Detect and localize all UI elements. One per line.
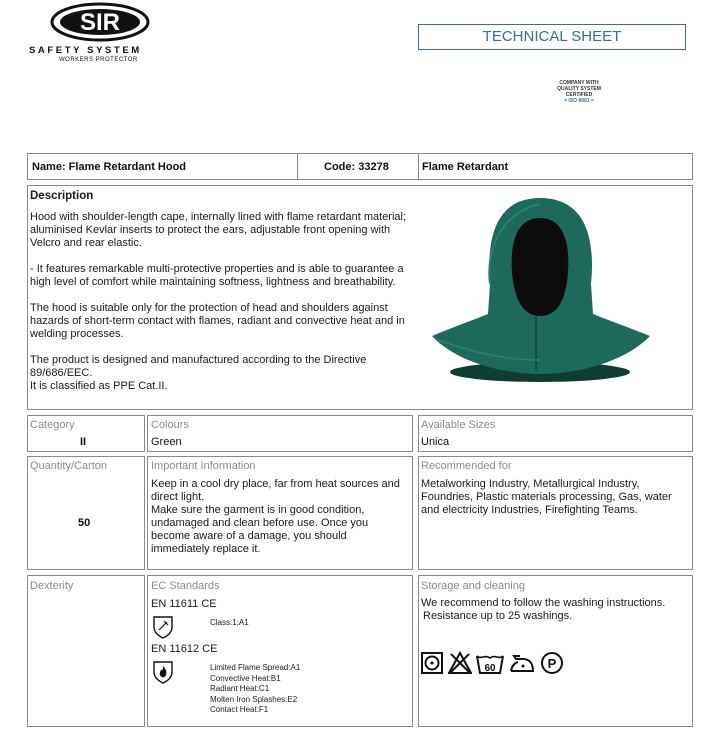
storage-cell (418, 575, 693, 727)
product-name: Name: Flame Retardant Hood (32, 161, 187, 173)
recommended-label: Recommended for (421, 460, 512, 472)
category-value: II (80, 436, 87, 448)
ec-standard-detail: Radiant Heat:C1 (210, 684, 270, 693)
storage-label: Storage and cleaning (421, 580, 525, 592)
important-info-label: Important Information (151, 460, 256, 472)
description-section (27, 185, 693, 410)
important-info-text: Make sure the garment is in good condition, undamaged and clean before use. Once you become aware of a damage, you should immediately replace it. (151, 504, 369, 555)
care-symbols (420, 651, 564, 675)
cert-line: QUALITY SYSTEM (557, 86, 601, 92)
flame-shield-icon (152, 660, 174, 684)
dexterity-label: Dexterity (30, 580, 74, 592)
important-info-text: Keep in a cool dry place, far from heat sources and direct light. (151, 478, 400, 503)
sir-logo (50, 2, 150, 42)
logo-subtitle: SAFETY SYSTEM (29, 45, 142, 56)
storage-text: Resistance up to 25 washings. (423, 610, 573, 622)
dry-clean-p-icon (540, 651, 564, 675)
ec-standard-detail: Limited Flame Spread:A1 (210, 663, 301, 672)
category-cell (27, 415, 145, 452)
welding-shield-icon (152, 615, 174, 639)
logo-text: SIR (79, 9, 121, 36)
document-title: TECHNICAL SHEET (418, 24, 686, 50)
important-info-cell (147, 456, 413, 570)
ec-standards-cell (147, 575, 413, 727)
product-code: Code: 33278 (324, 161, 389, 173)
product-name-cell (27, 153, 298, 180)
ec-standard-class: Class:1;A1 (210, 618, 249, 627)
dexterity-cell (27, 575, 145, 727)
ec-standard-detail: Convective Heat:B1 (210, 673, 281, 683)
recommended-value: Metalworking Industry, Metallurgical Industry, Foundries, Plastic materials processing, Gas, water and electricity Industries, Firefighting Teams. (421, 478, 672, 516)
ec-standard-detail: Contact Heat:F1 (210, 705, 269, 714)
iron-low-icon (508, 651, 536, 675)
colours-cell (147, 415, 413, 452)
sizes-label: Available Sizes (421, 419, 496, 431)
description-paragraph: - It features remarkable multi-protective properties and is able to guarantee a high level of comfort while maintaining softness, lightness and breathability. (30, 263, 404, 288)
colours-value: Green (151, 436, 182, 448)
no-tumble-dry-icon (420, 651, 444, 675)
category-label: Category (30, 419, 75, 431)
description-paragraph: It is classified as PPE Cat.II. (30, 380, 168, 392)
ec-standard-code: EN 11612 CE (151, 643, 218, 655)
description-paragraph: The hood is suitable only for the protection of head and shoulders against hazards of short-term contact with flames, radiant and convective heat and in welding processes. (30, 302, 405, 340)
quantity-label: Quantity/Carton (30, 460, 108, 472)
no-bleach-icon (448, 651, 472, 675)
ec-standard-code: EN 11611 CE (151, 598, 217, 610)
dry-clean-letter: P (547, 656, 557, 671)
product-line: Flame Retardant (422, 161, 509, 173)
sizes-cell (418, 415, 693, 452)
iso-certification-badge (548, 80, 610, 104)
description-paragraph: Hood with shoulder-length cape, internally lined with flame retardant material; aluminised Kevlar inserts to protect the ears, adjustable front opening with Velcro and rear elastic. (30, 211, 407, 249)
wash-temperature: 60 (484, 663, 496, 674)
wash-60-icon (476, 651, 504, 675)
description-heading: Description (30, 190, 94, 202)
hood-product-image (428, 194, 658, 384)
ec-standards-label: EC Standards (151, 580, 220, 592)
logo-tagline: WORKERS PROTECTOR (59, 57, 138, 63)
cert-line: CERTIFIED (565, 92, 593, 98)
recommended-cell (418, 456, 693, 570)
ec-standard-detail: Molten Iron Splashes:E2 (210, 694, 298, 704)
product-category-cell (418, 153, 693, 180)
cert-line: COMPANY WITH (559, 80, 599, 86)
storage-text: We recommend to follow the washing instructions. (421, 597, 666, 609)
quantity-value: 50 (78, 517, 91, 529)
description-paragraph: The product is designed and manufactured according to the Directive 89/686/EEC. (30, 354, 367, 379)
colours-label: Colours (151, 419, 189, 431)
sizes-value: Unica (421, 436, 450, 448)
product-code-cell (297, 153, 419, 180)
cert-line: = ISO 9001 = (564, 98, 594, 104)
quantity-cell (27, 456, 145, 570)
